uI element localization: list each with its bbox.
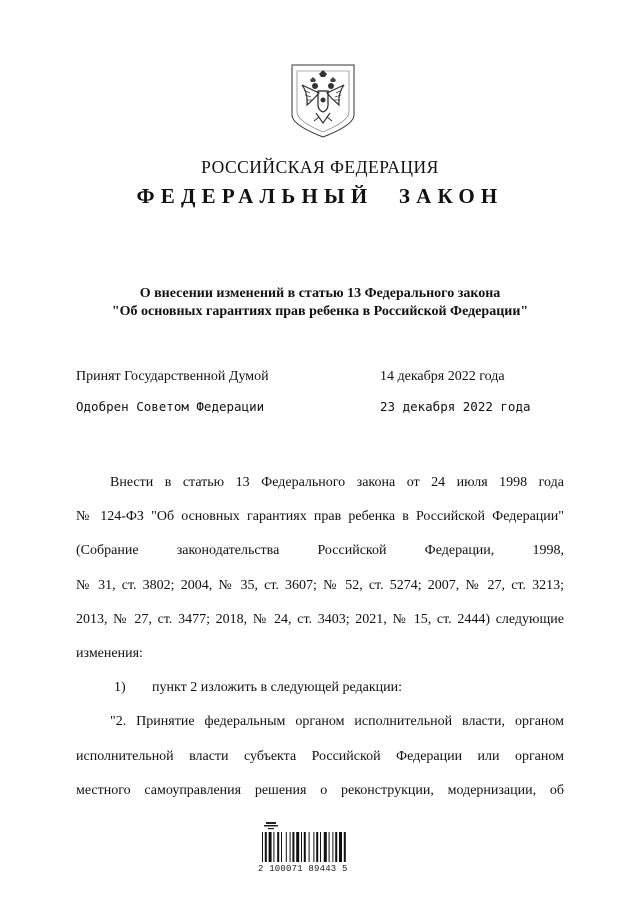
barcode-bar	[265, 832, 267, 862]
quote-line: местного самоуправления решения о реконструкции, модернизации, об	[76, 782, 564, 798]
amendment-item	[76, 671, 564, 705]
approval-date: 23 декабря 2022 года	[380, 399, 531, 414]
document-type: ФЕДЕРАЛЬНЫЙ ЗАКОН	[136, 184, 504, 208]
barcode-bar	[309, 832, 310, 862]
quote-line: исполнительной власти субъекта Российской Федерации или органом	[76, 748, 564, 764]
barcode-bar	[339, 832, 342, 862]
barcode-bar	[320, 832, 321, 862]
adoption-date: 14 декабря 2022 года	[380, 369, 505, 384]
law-title	[0, 285, 640, 321]
barcode-bar	[290, 832, 291, 862]
barcode-bar	[344, 832, 346, 862]
barcode-logo	[264, 822, 278, 829]
barcode-bar	[332, 832, 333, 862]
country-name: РОССИЙСКАЯ ФЕДЕРАЦИЯ	[201, 157, 439, 177]
law-title-line: "Об основных гарантиях прав ребенка в Российской Федерации"	[111, 304, 529, 319]
barcode-bar	[329, 832, 330, 862]
coat-of-arms-icon	[290, 63, 356, 139]
barcode-bar	[269, 832, 272, 862]
body-line: № 124-ФЗ "Об основных гарантиях прав ребенка в Российской Федерации"	[76, 509, 564, 525]
barcode-bar	[304, 832, 306, 862]
body-line: Внести в статью 13 Федерального закона от 24 июля 1998 года	[110, 475, 564, 490]
item-number: 1)	[114, 680, 126, 696]
body-line: изменения:	[76, 645, 143, 661]
barcode-caption: 2 100071 89443 5	[258, 864, 348, 874]
barcode-bar	[296, 832, 299, 862]
barcode-bar	[313, 832, 314, 862]
barcode-bar	[286, 832, 287, 862]
barcode-bar	[273, 832, 274, 862]
body-line: 2013, № 27, ст. 3477; 2018, № 24, ст. 3403; 2021, № 15, ст. 2444) следующие	[76, 611, 564, 627]
approval-label: Одобрен Советом Федерации	[76, 399, 265, 414]
barcode-bar	[262, 832, 263, 862]
body-line: № 31, ст. 3802; 2004, № 35, ст. 3607; № 52, ст. 5274; 2007, № 27, ст. 3213;	[76, 577, 564, 593]
barcode-bar	[281, 832, 282, 862]
barcode-bar	[277, 832, 279, 862]
barcode-bar	[335, 832, 337, 862]
law-body	[76, 466, 564, 808]
barcode-bar	[292, 832, 294, 862]
quote-line: "2. Принятие федеральным органом исполнительной власти, органом	[110, 714, 564, 730]
law-title-line: О внесении изменений в статью 13 Федерального закона	[139, 286, 501, 301]
body-line: (Собрание законодательства Российской Федерации, 1998,	[76, 543, 564, 559]
adoption-label: Принят Государственной Думой	[76, 369, 269, 384]
barcode-bar	[301, 832, 302, 862]
barcode-bar	[316, 832, 318, 862]
barcode-bars	[262, 832, 346, 862]
barcode-bar	[324, 832, 327, 862]
item-text: пункт 2 изложить в следующей редакции:	[152, 680, 402, 696]
